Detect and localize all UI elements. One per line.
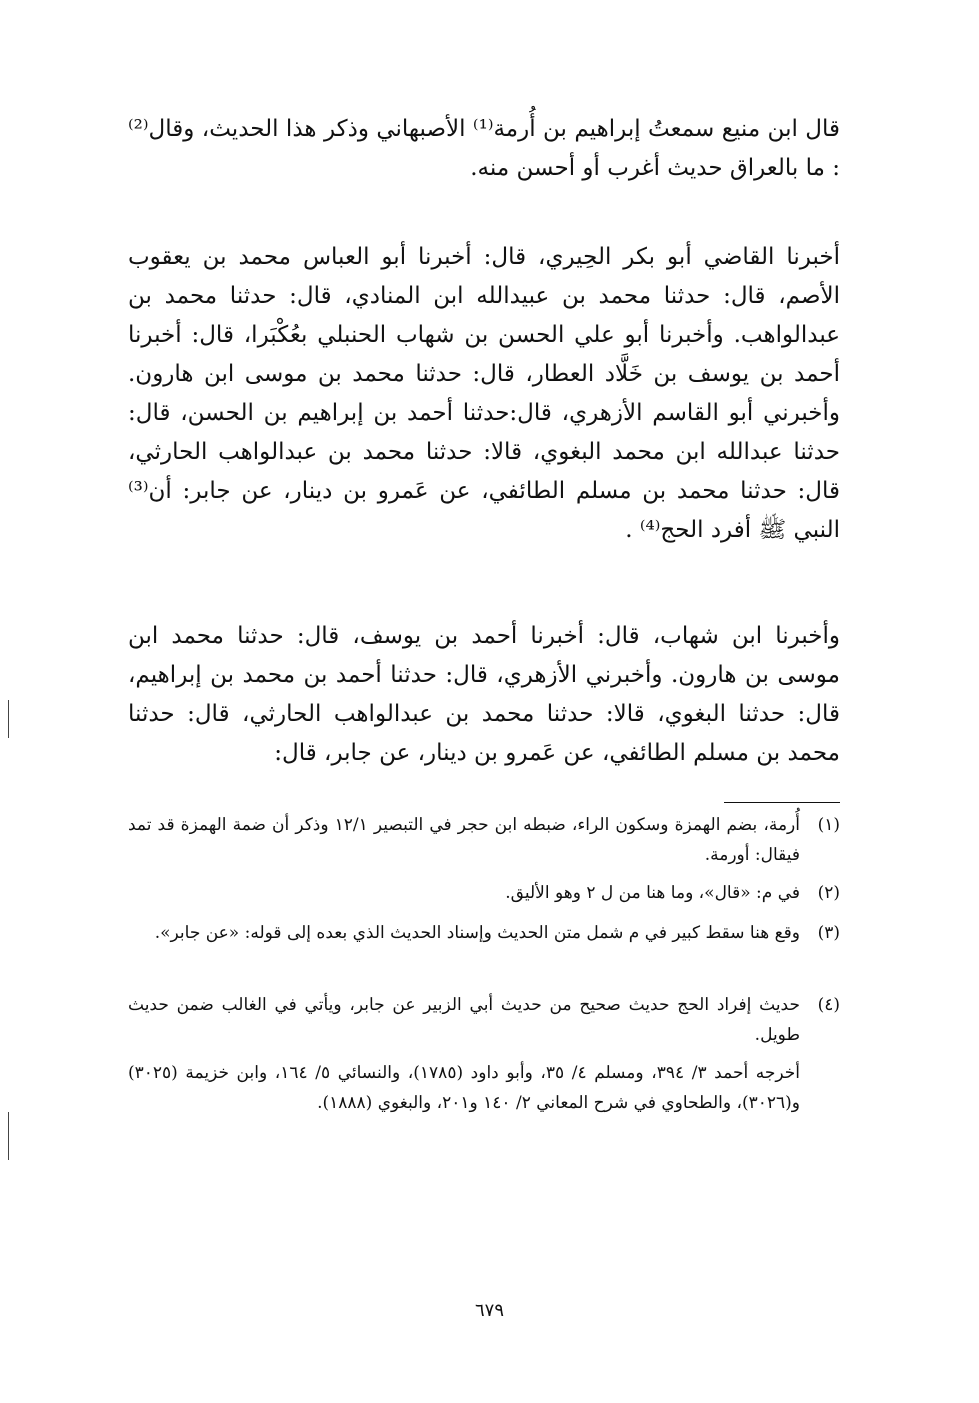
scan-margin-mark: [8, 700, 9, 738]
footnote-separator: [724, 802, 840, 803]
footnote-3: [128, 918, 840, 948]
footnote-text: حديث إفراد الحج حديث صحيح من حديث أبي الزبير عن جابر، ويأتي في الغالب ضمن حديث طويل.: [128, 995, 800, 1045]
page-number: ٦٧٩: [474, 1300, 504, 1321]
scan-margin-mark: [8, 1112, 9, 1160]
body-paragraph-2: أخبرنا القاضي أبو بكر الحِيري، قال: أخبرنا أبو العباس محمد بن يعقوب الأصم، قال: حدثنا محمد بن عبيدالله ابن المنادي، قال: حدثنا محمد بن عبدالواهب. وأخبرنا أبو علي الحسن بن شهاب الحنبلي بعُكْبَرا، قال: أخبرنا أحمد بن يوسف بن خَلَّاد العطار، قال: حدثنا محمد بن موسى ابن هارون. وأخبرني أبو القاسم الأزهري، قال:حدثنا أحمد بن إبراهيم بن الحسن، قال: حدثنا عبدالله ابن محمد البغوي، قالا: حدثنا محمد بن عبدالواهب الحارثي، قال: حدثنا محمد بن مسلم الطائفي، عن عَمرو بن دينار، عن جابر: أن⁽³⁾ النبي ﷺ أفرد الحج⁽⁴⁾ .: [128, 244, 840, 543]
body-paragraph-3: وأخبرنا ابن شهاب، قال: أخبرنا أحمد بن يوسف، قال: حدثنا محمد ابن موسى بن هارون. وأخبرني الأزهري، قال: حدثنا أحمد بن محمد بن إبراهيم، قال: حدثنا البغوي، قالا: حدثنا محمد بن عبدالواهب الحارثي، قال: حدثنا محمد بن مسلم الطائفي، عن عَمرو بن دينار، عن جابر، قال:: [128, 623, 840, 766]
footnote-number: (٣): [817, 923, 840, 943]
footnote-number: (٢): [817, 883, 840, 903]
footnote-text: وقع هنا سقط كبير في م شمل متن الحديث وإسناد الحديث الذي بعده إلى قوله: «عن جابر».: [154, 923, 800, 943]
footnote-text: في م: «قال»، وما هنا من ل ٢ وهو الأليق.: [505, 883, 800, 903]
footnote-4: [128, 990, 840, 1050]
footnote-1: [128, 810, 840, 870]
footnote-2: [128, 878, 840, 908]
footnote-number: (٤): [817, 995, 840, 1015]
footnote-4-references: أخرجه أحمد ٣/ ٣٩٤، ومسلم ٤/ ٣٥، وأبو داود (١٧٨٥)، والنسائي ٥/ ١٦٤، وابن خزيمة (٣٠٢٥) و(٣٠٢٦)، والطحاوي في شرح المعاني ٢/ ١٤٠ و٢٠١، والبغوي (١٨٨٨).: [128, 1063, 800, 1113]
footnote-number: (١): [817, 815, 840, 835]
body-paragraph-1: قال ابن منيع سمعتُ إبراهيم بن أُرمة⁽¹⁾ الأصبهاني وذكر هذا الحديث، وقال⁽²⁾ : ما بالعراق حديث أغرب أو أحسن منه.: [128, 116, 840, 181]
footnote-text: أُرمة، بضم الهمزة وسكون الراء، ضبطه ابن حجر في التبصير ١٢/١ وذكر أن ضمة الهمزة قد تمد فيقال: أورمة.: [128, 815, 800, 865]
